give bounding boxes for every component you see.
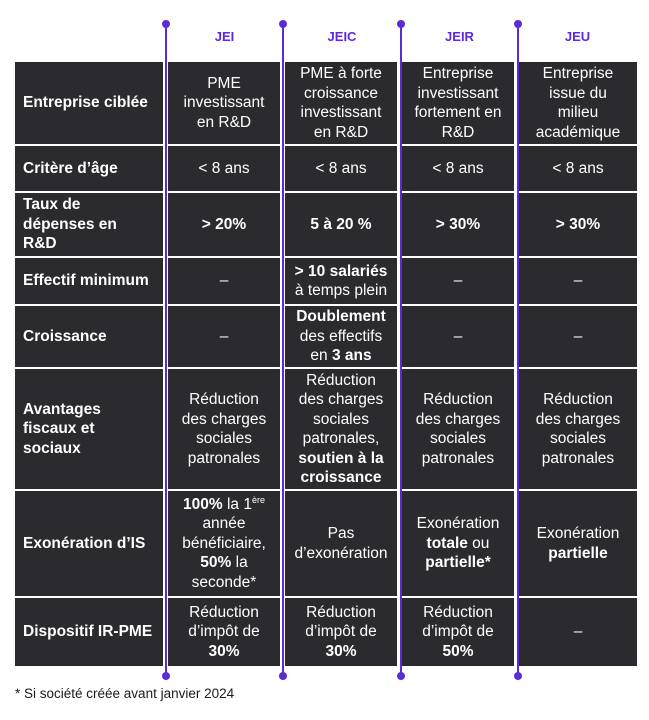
table-row [15,62,637,144]
table-cell: Réduction d’impôt de 30% [168,598,280,666]
table-cell: < 8 ans [519,146,637,191]
column-divider [165,24,167,676]
row-label: Entreprise ciblée [15,62,163,144]
table-cell: – [402,306,514,367]
table-cell: Exonération totale ou partielle* [402,491,514,596]
table-cell: Réduction des charges sociales patronales, soutien à la croissance [285,369,397,489]
table-cell: PME à forte croissance investissant en R&D [285,62,397,144]
table-cell: – [402,258,514,304]
table-cell: < 8 ans [402,146,514,191]
row-label: Croissance [15,306,163,367]
table-row [15,491,637,596]
table-row [15,598,637,666]
divider-dot [397,672,405,680]
table-cell: > 30% [519,193,637,256]
column-divider [517,24,519,676]
table-cell: – [168,306,280,367]
row-label: Effectif minimum [15,258,163,304]
divider-dot [162,20,170,28]
header-jeir: JEIR [445,29,474,44]
table-cell: Réduction des charges sociales patronales [519,369,637,489]
table-cell: – [519,258,637,304]
footnote: * Si société créée avant janvier 2024 [15,686,235,701]
table-cell: PME investissant en R&D [168,62,280,144]
table-row [15,146,637,191]
divider-dot [279,20,287,28]
table-cell: 100% la 1ère année bénéficiaire, 50% la seconde* [168,491,280,596]
table-cell: Pas d’exonération [285,491,397,596]
table-cell: > 20% [168,193,280,256]
table-cell: – [168,258,280,304]
table-cell: Entreprise issue du milieu académique [519,62,637,144]
row-label: Critère d’âge [15,146,163,191]
row-label: Taux de dépenses en R&D [15,193,163,256]
table-cell: – [519,598,637,666]
table-cell: Exonération partielle [519,491,637,596]
table-cell: Réduction d’impôt de 30% [285,598,397,666]
table-cell: Réduction des charges sociales patronales [402,369,514,489]
divider-dot [397,20,405,28]
column-divider [400,24,402,676]
row-label: Dispositif IR-PME [15,598,163,666]
table-cell: < 8 ans [285,146,397,191]
table-row [15,369,637,489]
header-jeic: JEIC [327,29,357,44]
divider-dot [162,672,170,680]
table-row [15,306,637,367]
table-row [15,193,637,256]
header-jeu: JEU [564,29,591,44]
table-cell: < 8 ans [168,146,280,191]
table-cell: Réduction d’impôt de 50% [402,598,514,666]
column-divider [282,24,284,676]
table-cell: Doublement des effectifs en 3 ans [285,306,397,367]
table-cell: > 30% [402,193,514,256]
divider-dot [514,672,522,680]
row-label: Exonération d’IS [15,491,163,596]
table-cell: > 10 salariés à temps plein [285,258,397,304]
header-jei: JEI [214,29,235,44]
table-cell: Réduction des charges sociales patronales [168,369,280,489]
table-row [15,258,637,304]
table-cell: Entreprise investissant fortement en R&D [402,62,514,144]
divider-dot [279,672,287,680]
table-cell: 5 à 20 % [285,193,397,256]
row-label: Avantages fiscaux et sociaux [15,369,163,489]
divider-dot [514,20,522,28]
table-cell: – [519,306,637,367]
